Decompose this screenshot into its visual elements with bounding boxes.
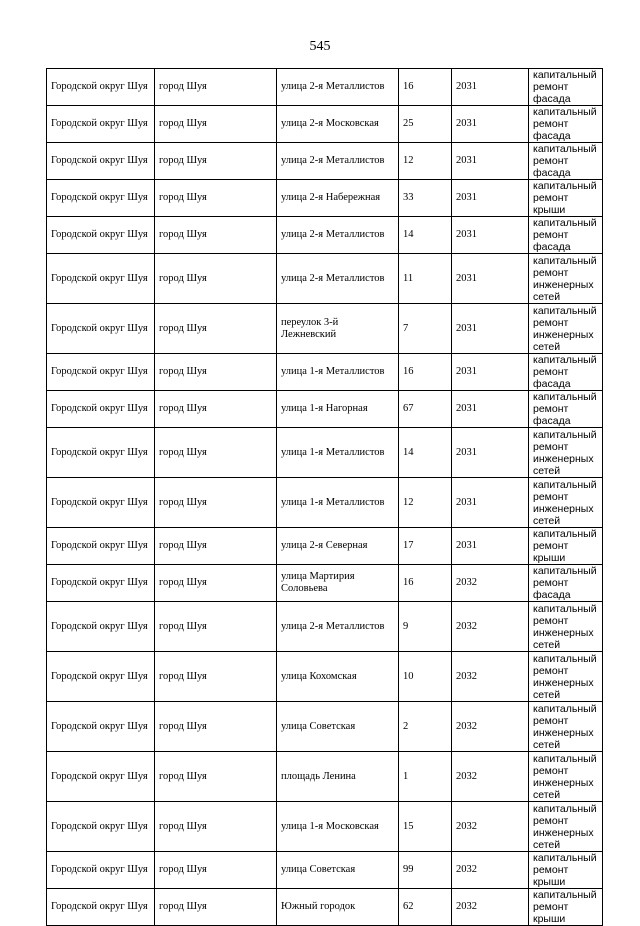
cell-work: капитальный ремонт инженерных сетей [529,254,603,304]
cell-okrug: Городской округ Шуя [47,143,155,180]
table-row [47,852,603,889]
cell-okrug: Городской округ Шуя [47,565,155,602]
cell-street: улица Кохомская [277,652,399,702]
cell-city: город Шуя [155,428,277,478]
cell-okrug: Городской округ Шуя [47,652,155,702]
table-row [47,889,603,926]
cell-street: улица Мартирия Соловьева [277,565,399,602]
cell-city: город Шуя [155,69,277,106]
table-row [47,528,603,565]
cell-work: капитальный ремонт инженерных сетей [529,602,603,652]
table-row [47,69,603,106]
cell-year: 2031 [452,254,529,304]
cell-house: 15 [399,802,452,852]
table-row [47,478,603,528]
cell-year: 2031 [452,354,529,391]
cell-house: 2 [399,702,452,752]
cell-okrug: Городской округ Шуя [47,69,155,106]
cell-work: капитальный ремонт крыши [529,852,603,889]
cell-house: 62 [399,889,452,926]
cell-okrug: Городской округ Шуя [47,528,155,565]
cell-okrug: Городской округ Шуя [47,702,155,752]
cell-house: 16 [399,565,452,602]
cell-street: улица 2-я Металлистов [277,254,399,304]
cell-city: город Шуя [155,217,277,254]
cell-street: улица 2-я Металлистов [277,602,399,652]
cell-city: город Шуя [155,106,277,143]
cell-city: город Шуя [155,602,277,652]
cell-year: 2031 [452,217,529,254]
cell-work: капитальный ремонт инженерных сетей [529,752,603,802]
registry-table [46,68,603,926]
cell-year: 2031 [452,180,529,217]
cell-year: 2032 [452,852,529,889]
cell-city: город Шуя [155,702,277,752]
cell-year: 2032 [452,802,529,852]
cell-house: 25 [399,106,452,143]
cell-street: улица 1-я Металлистов [277,428,399,478]
cell-street: улица 1-я Московская [277,802,399,852]
cell-house: 9 [399,602,452,652]
cell-street: улица 1-я Металлистов [277,354,399,391]
cell-okrug: Городской округ Шуя [47,180,155,217]
cell-city: город Шуя [155,889,277,926]
cell-house: 99 [399,852,452,889]
cell-okrug: Городской округ Шуя [47,217,155,254]
cell-okrug: Городской округ Шуя [47,802,155,852]
cell-year: 2031 [452,143,529,180]
cell-year: 2032 [452,602,529,652]
cell-work: капитальный ремонт крыши [529,528,603,565]
cell-house: 12 [399,478,452,528]
cell-work: капитальный ремонт фасада [529,217,603,254]
cell-city: город Шуя [155,852,277,889]
cell-year: 2031 [452,391,529,428]
cell-street: улица Советская [277,852,399,889]
registry-table-body [47,69,603,926]
cell-okrug: Городской округ Шуя [47,889,155,926]
cell-street: переулок 3-й Лежневский [277,304,399,354]
cell-house: 14 [399,217,452,254]
cell-year: 2031 [452,478,529,528]
cell-city: город Шуя [155,304,277,354]
table-row [47,254,603,304]
cell-street: улица 2-я Металлистов [277,143,399,180]
cell-okrug: Городской округ Шуя [47,354,155,391]
cell-street: улица 2-я Металлистов [277,69,399,106]
page-number: 545 [309,39,331,54]
cell-okrug: Городской округ Шуя [47,254,155,304]
cell-house: 14 [399,428,452,478]
cell-street: площадь Ленина [277,752,399,802]
cell-year: 2032 [452,702,529,752]
cell-work: капитальный ремонт фасада [529,143,603,180]
cell-okrug: Городской округ Шуя [47,852,155,889]
cell-work: капитальный ремонт инженерных сетей [529,652,603,702]
cell-street: улица 2-я Металлистов [277,217,399,254]
cell-city: город Шуя [155,254,277,304]
cell-city: город Шуя [155,802,277,852]
cell-okrug: Городской округ Шуя [47,391,155,428]
table-row [47,428,603,478]
cell-city: город Шуя [155,143,277,180]
cell-work: капитальный ремонт фасада [529,354,603,391]
cell-work: капитальный ремонт крыши [529,889,603,926]
table-row [47,652,603,702]
cell-work: капитальный ремонт фасада [529,69,603,106]
cell-house: 12 [399,143,452,180]
cell-street: улица 1-я Металлистов [277,478,399,528]
table-row [47,752,603,802]
cell-year: 2032 [452,752,529,802]
table-row [47,304,603,354]
cell-work: капитальный ремонт фасада [529,565,603,602]
cell-street: Южный городок [277,889,399,926]
cell-house: 10 [399,652,452,702]
cell-year: 2031 [452,304,529,354]
table-row [47,702,603,752]
cell-work: капитальный ремонт фасада [529,391,603,428]
cell-work: капитальный ремонт инженерных сетей [529,802,603,852]
table-row [47,180,603,217]
cell-work: капитальный ремонт инженерных сетей [529,478,603,528]
table-row [47,354,603,391]
cell-house: 1 [399,752,452,802]
cell-year: 2031 [452,69,529,106]
cell-work: капитальный ремонт фасада [529,106,603,143]
cell-year: 2031 [452,428,529,478]
cell-city: город Шуя [155,752,277,802]
cell-street: улица 2-я Набережная [277,180,399,217]
table-row [47,391,603,428]
cell-house: 16 [399,354,452,391]
cell-city: город Шуя [155,180,277,217]
cell-work: капитальный ремонт инженерных сетей [529,428,603,478]
cell-work: капитальный ремонт крыши [529,180,603,217]
cell-city: город Шуя [155,478,277,528]
cell-year: 2031 [452,528,529,565]
table-row [47,602,603,652]
cell-year: 2032 [452,652,529,702]
table-row [47,217,603,254]
table-row [47,106,603,143]
cell-okrug: Городской округ Шуя [47,428,155,478]
cell-year: 2032 [452,889,529,926]
cell-year: 2031 [452,106,529,143]
cell-city: город Шуя [155,391,277,428]
table-row [47,565,603,602]
cell-okrug: Городской округ Шуя [47,478,155,528]
cell-house: 7 [399,304,452,354]
table-row [47,143,603,180]
cell-house: 11 [399,254,452,304]
cell-street: улица 2-я Московская [277,106,399,143]
cell-city: город Шуя [155,565,277,602]
cell-city: город Шуя [155,528,277,565]
cell-work: капитальный ремонт инженерных сетей [529,702,603,752]
cell-house: 67 [399,391,452,428]
cell-street: улица Советская [277,702,399,752]
cell-street: улица 2-я Северная [277,528,399,565]
cell-house: 16 [399,69,452,106]
cell-okrug: Городской округ Шуя [47,106,155,143]
cell-house: 33 [399,180,452,217]
cell-city: город Шуя [155,652,277,702]
table-row [47,802,603,852]
cell-okrug: Городской округ Шуя [47,602,155,652]
cell-okrug: Городской округ Шуя [47,752,155,802]
cell-okrug: Городской округ Шуя [47,304,155,354]
cell-city: город Шуя [155,354,277,391]
cell-year: 2032 [452,565,529,602]
cell-work: капитальный ремонт инженерных сетей [529,304,603,354]
cell-house: 17 [399,528,452,565]
cell-street: улица 1-я Нагорная [277,391,399,428]
